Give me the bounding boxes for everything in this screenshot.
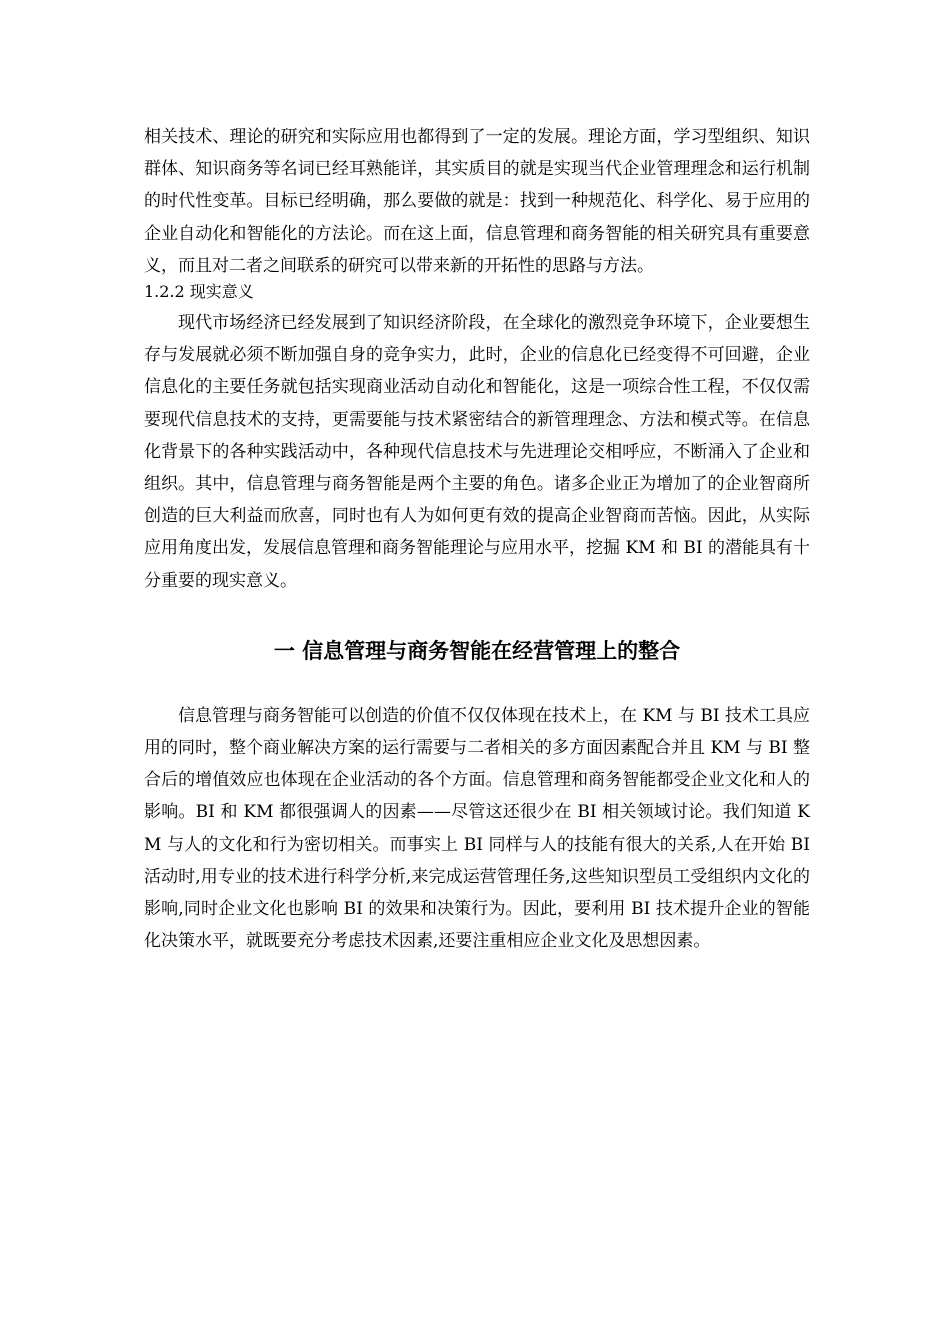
paragraph-theory: 相关技术、理论的研究和实际应用也都得到了一定的发展。理论方面，学习型组织、知识群体、知识商务等名词已经耳熟能详，其实质目的就是实现当代企业管理理念和运行机制的时代性变革。目标已经明确，那么要做的就是：找到一种规范化、科学化、易于应用的企业自动化和智能化的方法论。而在这上面，信息管理和商务智能的相关研究具有重要意义，而且对二者之间联系的研究可以带来新的开拓性的思路与方法。 <box>144 127 810 276</box>
paragraph-practical-significance: 现代市场经济已经发展到了知识经济阶段，在全球化的激烈竞争环境下，企业要想生存与发展就必须不断加强自身的竞争实力，此时，企业的信息化已经变得不可回避，企业信息化的主要任务就包括实现商业活动自动化和智能化，这是一项综合性工程，不仅仅需要现代信息技术的支持，更需要能与技术紧密结合的新管理理念、方法和模式等。在信息化背景下的各种实践活动中，各种现代信息技术与先进理论交相呼应，不断涌入了企业和组织。其中，信息管理与商务智能是两个主要的角色。诸多企业正为增加了的企业智商所创造的巨大利益而欣喜，同时也有人为如何更有效的提高企业智商而苦恼。因此，从实际应用角度出发，发展信息管理和商务智能理论与应用水平，挖掘 KM 和 BI 的潜能具有十分重要的现实意义。 <box>144 313 810 591</box>
document-page <box>144 121 810 957</box>
paragraph-integration: 信息管理与商务智能可以创造的价值不仅仅体现在技术上，在 KM 与 BI 技术工具应用的同时，整个商业解决方案的运行需要与二者相关的多方面因素配合并且 KM 与 BI 整合后的增值效应也体现在企业活动的各个方面。信息管理和商务智能都受企业文化和人的影响。BI 和 KM 都很强调人的因素——尽管这还很少在 BI 相关领域讨论。我们知道 KM 与人的文化和行为密切相关。而事实上 BI 同样与人的技能有很大的关系,人在开始 BI 活动时,用专业的技术进行科学分析,来完成运营管理任务,这些知识型员工受组织内文化的影响,同时企业文化也影响 BI 的效果和决策行为。因此，要利用 BI 技术提升企业的智能化决策水平，就既要充分考虑技术因素,还要注重相应企业文化及思想因素。 <box>144 705 810 952</box>
section-heading-1-2-2: 1.2.2 现实意义 <box>144 282 254 302</box>
chapter-title: 一 信息管理与商务智能在经营管理上的整合 <box>273 638 681 663</box>
